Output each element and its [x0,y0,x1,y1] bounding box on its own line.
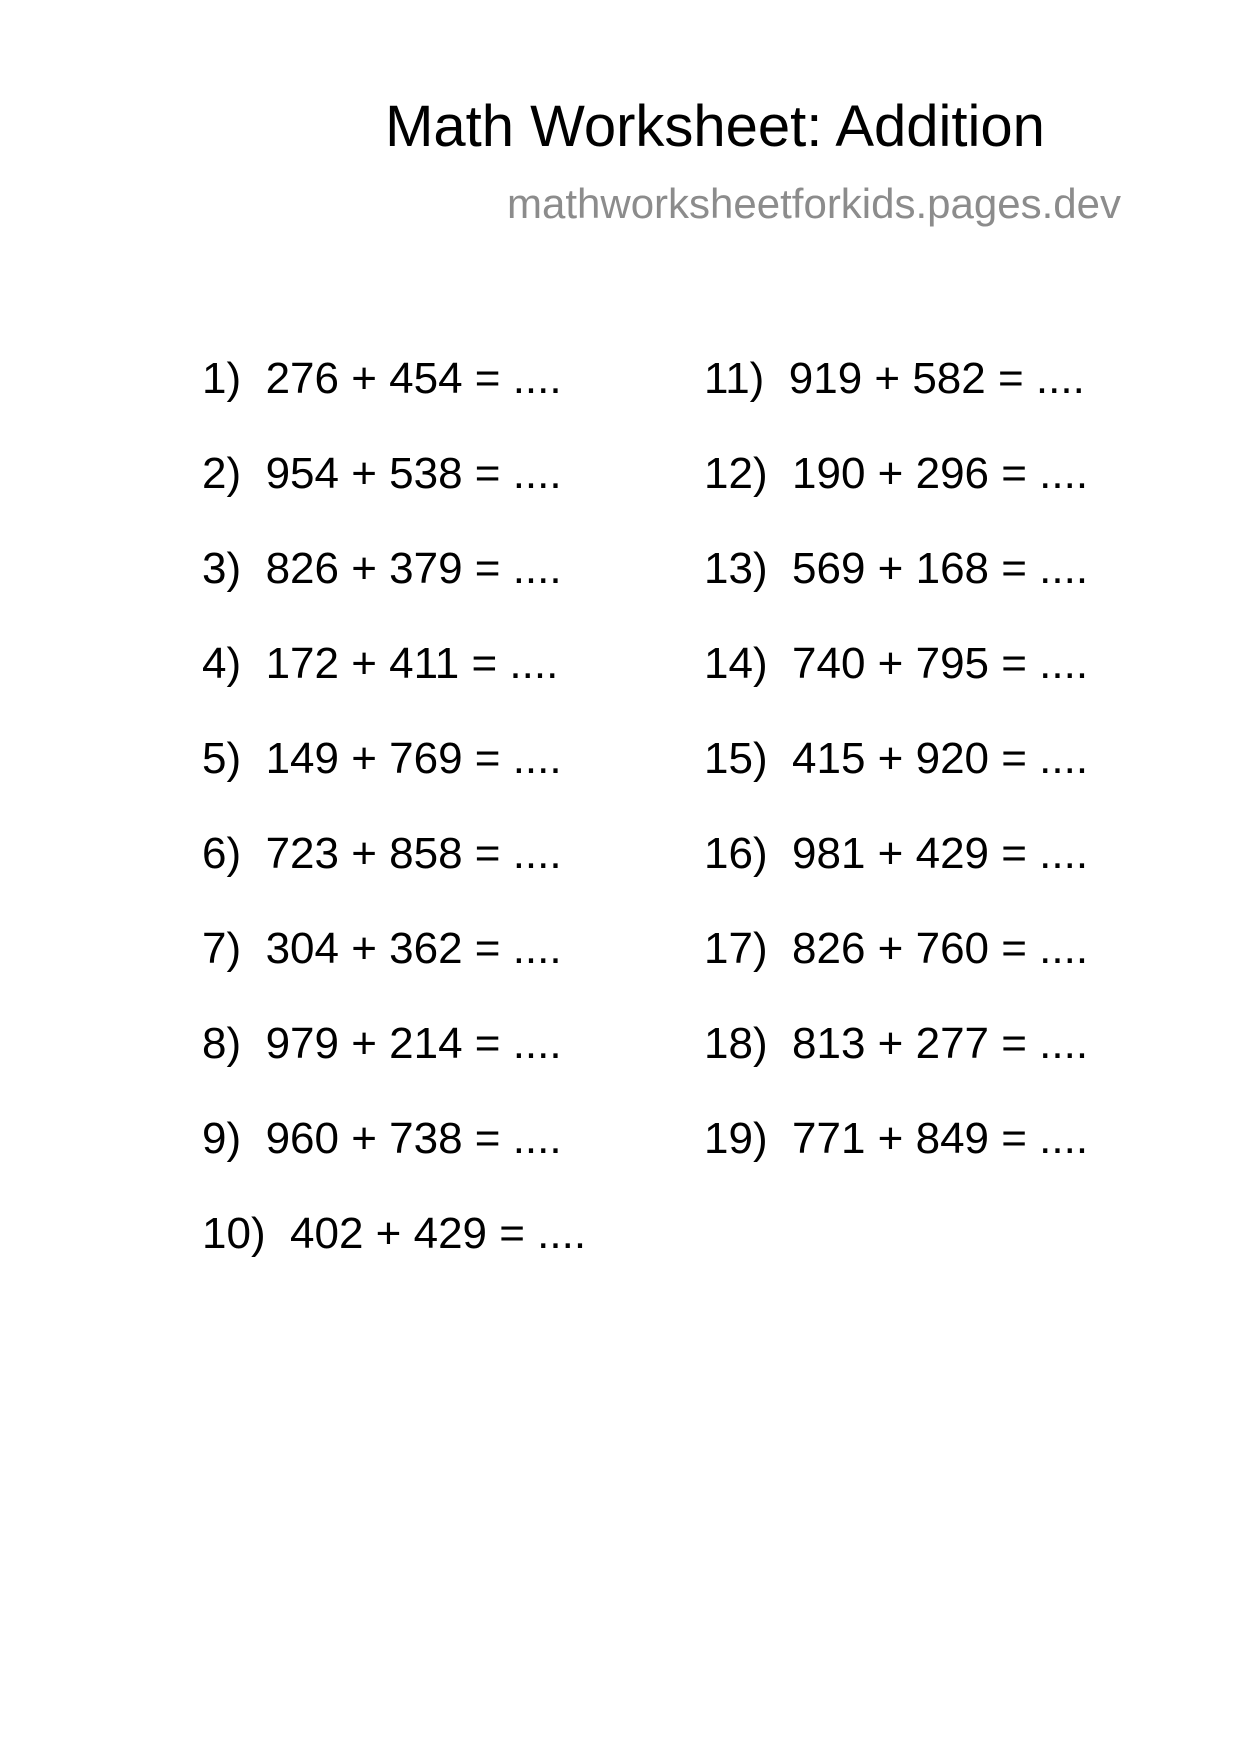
problem-number: 16) [704,829,768,878]
problem-item [202,544,562,593]
problem-expression: 771 + 849 = .... [792,1114,1089,1163]
problem-item [202,924,562,973]
problem-expression: 919 + 582 = .... [788,354,1085,403]
problem-number: 14) [704,639,768,688]
problem-expression: 960 + 738 = .... [265,1114,562,1163]
problem-item [704,924,1089,973]
problem-number: 17) [704,924,768,973]
problem-expression: 569 + 168 = .... [792,544,1089,593]
problem-item [202,639,559,688]
problem-item [704,1114,1089,1163]
problem-expression: 981 + 429 = .... [792,829,1089,878]
problem-item [704,829,1089,878]
problem-expression: 415 + 920 = .... [792,734,1089,783]
problem-number: 8) [202,1019,242,1068]
problem-item [202,354,562,403]
problem-item [202,734,562,783]
problem-expression: 190 + 296 = .... [792,449,1089,498]
problem-number: 12) [704,449,768,498]
problem-number: 5) [202,734,242,783]
problem-number: 7) [202,924,242,973]
problem-number: 11) [704,354,765,403]
problem-number: 15) [704,734,768,783]
problem-number: 6) [202,829,242,878]
problem-number: 18) [704,1019,768,1068]
problem-number: 13) [704,544,768,593]
problem-number: 4) [202,639,242,688]
problem-expression: 740 + 795 = .... [792,639,1089,688]
problem-expression: 813 + 277 = .... [792,1019,1089,1068]
problem-expression: 304 + 362 = .... [265,924,562,973]
problem-item [704,734,1089,783]
problem-expression: 402 + 429 = .... [290,1209,587,1258]
problem-number: 19) [704,1114,768,1163]
site-url: mathworksheetforkids.pages.dev [507,180,1121,227]
problem-expression: 149 + 769 = .... [265,734,562,783]
problem-number: 10) [202,1209,266,1258]
problem-expression: 172 + 411 = .... [265,639,559,688]
problem-item [704,639,1089,688]
problem-expression: 723 + 858 = .... [265,829,562,878]
problem-item [202,1019,562,1068]
problem-item [704,544,1089,593]
problem-item [704,449,1089,498]
worksheet-title: Math Worksheet: Addition [385,94,1045,159]
problem-expression: 954 + 538 = .... [265,449,562,498]
problem-number: 2) [202,449,242,498]
problem-item [202,1114,562,1163]
problem-item [202,1209,587,1258]
problem-item [704,354,1085,403]
problem-expression: 276 + 454 = .... [265,354,562,403]
problem-expression: 826 + 379 = .... [265,544,562,593]
problem-expression: 826 + 760 = .... [792,924,1089,973]
problem-expression: 979 + 214 = .... [265,1019,562,1068]
problem-number: 3) [202,544,242,593]
problem-number: 1) [202,354,242,403]
problem-item [704,1019,1089,1068]
problem-item [202,829,562,878]
problem-number: 9) [202,1114,242,1163]
problem-item [202,449,562,498]
